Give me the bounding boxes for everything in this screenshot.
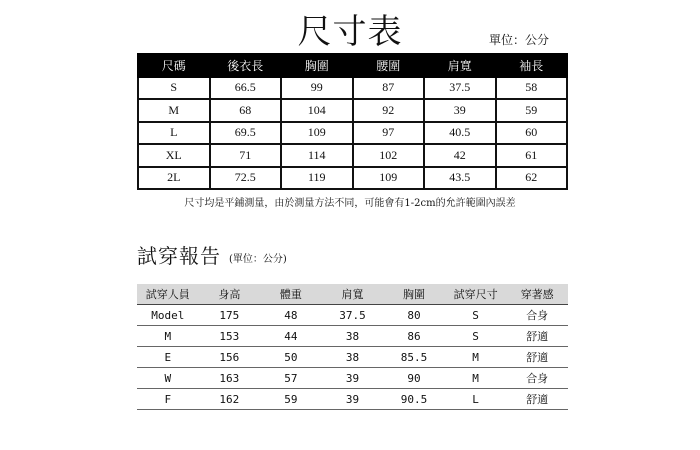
size-chart-unit: 單位：公分 [489,33,550,47]
table-cell: 61 [496,144,568,167]
table-cell: 119 [281,167,353,190]
table-cell: 44 [260,326,322,347]
table-cell: 86 [383,326,445,347]
table-cell: 69.5 [210,122,282,145]
table-cell: M [445,347,507,368]
fit-report-unit: (單位：公分) [229,254,287,265]
table-cell: 109 [281,122,353,145]
table-cell: 40.5 [424,122,496,145]
table-cell: F [137,389,199,410]
header-sleeve: 袖長 [496,54,568,77]
table-cell: 68 [210,99,282,122]
table-cell: M [137,326,199,347]
table-cell: 42 [424,144,496,167]
header-shoulder: 肩寬 [424,54,496,77]
size-chart-table [137,53,568,190]
table-cell: 72.5 [210,167,282,190]
header-back-length: 後衣長 [210,54,282,77]
table-cell: 104 [281,99,353,122]
table-cell: 59 [260,389,322,410]
table-cell: 90 [383,368,445,389]
fit-report-header-row [137,284,568,305]
fit-report-title: 試穿報告 [137,244,221,268]
table-cell: 38 [322,347,384,368]
table-cell: 2L [138,167,210,190]
table-cell: S [445,326,507,347]
table-cell: Model [137,305,199,326]
table-row [137,389,568,410]
table-cell: L [138,122,210,145]
header-shoulder: 肩寬 [322,284,384,305]
table-cell: 162 [199,389,261,410]
table-cell: 90.5 [383,389,445,410]
table-cell: 163 [199,368,261,389]
table-cell: 66.5 [210,77,282,100]
table-row [138,99,567,122]
table-cell: 37.5 [322,305,384,326]
table-row [138,77,567,100]
header-weight: 體重 [260,284,322,305]
header-feel: 穿著感 [506,284,568,305]
fit-report-table [137,284,568,410]
header-fit-size: 試穿尺寸 [445,284,507,305]
table-row [137,305,568,326]
table-cell: 59 [496,99,568,122]
table-cell: 合身 [506,368,568,389]
table-row [138,167,567,190]
header-height: 身高 [199,284,261,305]
table-cell: 102 [353,144,425,167]
table-cell: 舒適 [506,326,568,347]
table-cell: 92 [353,99,425,122]
table-cell: 97 [353,122,425,145]
header-tester: 試穿人員 [137,284,199,305]
table-cell: 39 [322,389,384,410]
table-cell: 156 [199,347,261,368]
table-cell: 99 [281,77,353,100]
table-cell: 38 [322,326,384,347]
table-row [138,122,567,145]
header-chest: 胸圍 [281,54,353,77]
header-chest: 胸圍 [383,284,445,305]
table-cell: 175 [199,305,261,326]
table-cell: 60 [496,122,568,145]
table-row [137,326,568,347]
header-waist: 腰圍 [353,54,425,77]
table-cell: 39 [424,99,496,122]
table-cell: 39 [322,368,384,389]
header-size: 尺碼 [138,54,210,77]
table-cell: 43.5 [424,167,496,190]
table-cell: 87 [353,77,425,100]
table-cell: 舒適 [506,347,568,368]
table-cell: XL [138,144,210,167]
table-cell: L [445,389,507,410]
table-cell: 114 [281,144,353,167]
table-cell: 153 [199,326,261,347]
table-cell: 58 [496,77,568,100]
table-cell: S [445,305,507,326]
table-cell: 71 [210,144,282,167]
table-row [137,368,568,389]
table-cell: M [445,368,507,389]
table-cell: E [137,347,199,368]
table-cell: 50 [260,347,322,368]
table-cell: 48 [260,305,322,326]
table-row [138,144,567,167]
table-cell: M [138,99,210,122]
table-cell: 109 [353,167,425,190]
table-cell: 37.5 [424,77,496,100]
table-cell: 舒適 [506,389,568,410]
table-cell: 62 [496,167,568,190]
size-chart-header-row [138,54,567,77]
table-cell: W [137,368,199,389]
table-cell: S [138,77,210,100]
measurement-note: 尺寸均是平鋪測量，由於測量方法不同，可能會有1-2cm的允許範圍內誤差 [184,198,516,209]
table-cell: 合身 [506,305,568,326]
table-row [137,347,568,368]
table-cell: 57 [260,368,322,389]
table-cell: 85.5 [383,347,445,368]
size-chart-title: 尺寸表 [297,12,403,52]
table-cell: 80 [383,305,445,326]
